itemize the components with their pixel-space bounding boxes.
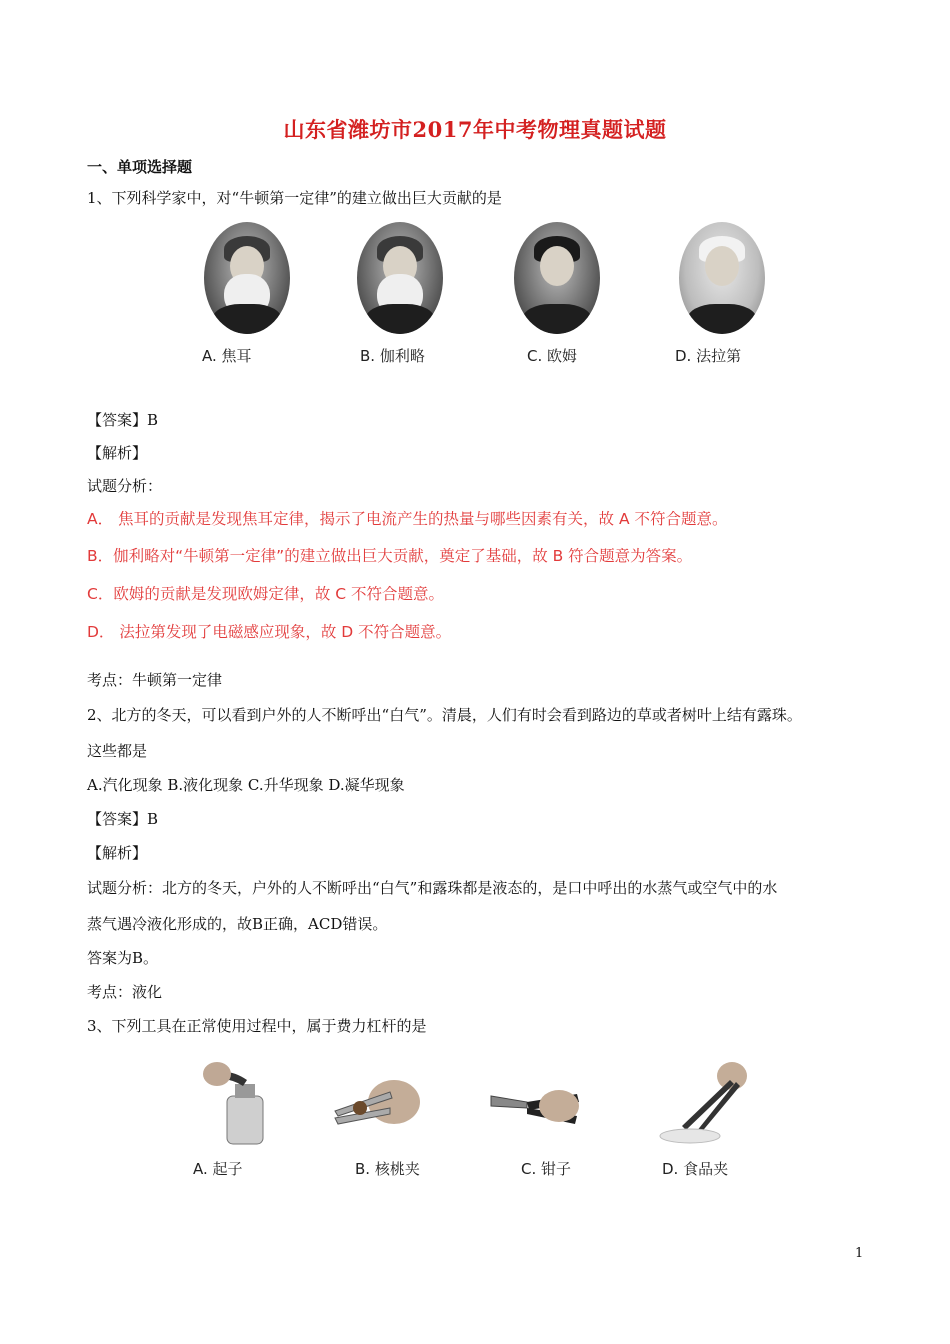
q1-analysis-d: D． 法拉第发现了电磁感应现象，故 D 不符合题意。 <box>87 623 452 641</box>
galileo-portrait-image <box>357 222 443 334</box>
q1-analysis-c: C．欧姆的贡献是发现欧姆定律，故 C 不符合题意。 <box>87 585 445 603</box>
tool-option-d: D. 食品夹 <box>662 1160 729 1178</box>
food-tongs-image <box>652 1056 747 1146</box>
question-2-stem-cont: 这些都是 <box>87 742 148 760</box>
option-b-caption: B. 伽利略 <box>360 347 425 365</box>
q1-analysis-lead: 试题分析： <box>87 477 163 495</box>
question-2-stem: 2、北方的冬天，可以看到户外的人不断呼出“白气”。清晨，人们有时会看到路边的草或者树叶上结有露珠。 <box>87 706 802 724</box>
page-number: 1 <box>855 1246 864 1261</box>
q1-analysis-b: B．伽利略对“牛顿第一定律”的建立做出巨大贡献，奠定了基础，故 B 符合题意为答案。 <box>87 547 693 565</box>
joule-portrait-image <box>204 222 290 334</box>
q1-analysis-a: A． 焦耳的贡献是发现焦耳定律，揭示了电流产生的热量与哪些因素有关，故 A 不符合题意。 <box>87 510 728 528</box>
q1-answer: 【答案】B <box>87 411 159 429</box>
bottle-opener-image <box>197 1056 292 1146</box>
section-heading: 一、单项选择题 <box>87 158 193 176</box>
option-c-caption: C. 欧姆 <box>527 347 578 365</box>
question-3-stem: 3、下列工具在正常使用过程中，属于费力杠杆的是 <box>87 1017 427 1035</box>
q1-kaodian: 考点：牛顿第一定律 <box>87 671 223 689</box>
q2-answer: 【答案】B <box>87 810 159 828</box>
q2-analysis-tag: 【解析】 <box>87 844 148 862</box>
q2-kaodian: 考点：液化 <box>87 983 163 1001</box>
option-d-caption: D. 法拉第 <box>675 347 742 365</box>
page-title: 山东省潍坊市2017年中考物理真题试题 <box>283 117 667 142</box>
ohm-portrait-image <box>514 222 600 334</box>
q1-analysis-tag: 【解析】 <box>87 444 148 462</box>
tool-option-c: C. 钳子 <box>521 1160 572 1178</box>
pliers-image <box>487 1056 582 1146</box>
question-2-options: A.汽化现象 B.液化现象 C.升华现象 D.凝华现象 <box>87 776 405 794</box>
q2-analysis-line1: 试题分析：北方的冬天，户外的人不断呼出“白气”和露珠都是液态的，是口中呼出的水蒸气或空气中的水 <box>87 879 778 897</box>
tool-option-a: A. 起子 <box>193 1160 243 1178</box>
question-1-stem: 1、下列科学家中，对“牛顿第一定律”的建立做出巨大贡献的是 <box>87 189 502 207</box>
faraday-portrait-image <box>679 222 765 334</box>
tool-option-b: B. 核桃夹 <box>355 1160 420 1178</box>
q2-answer-line: 答案为B。 <box>87 949 159 967</box>
option-a-caption: A. 焦耳 <box>202 347 252 365</box>
q2-analysis-line2: 蒸气遇冷液化形成的，故B正确，ACD错误。 <box>87 915 388 933</box>
nutcracker-image <box>330 1056 425 1146</box>
